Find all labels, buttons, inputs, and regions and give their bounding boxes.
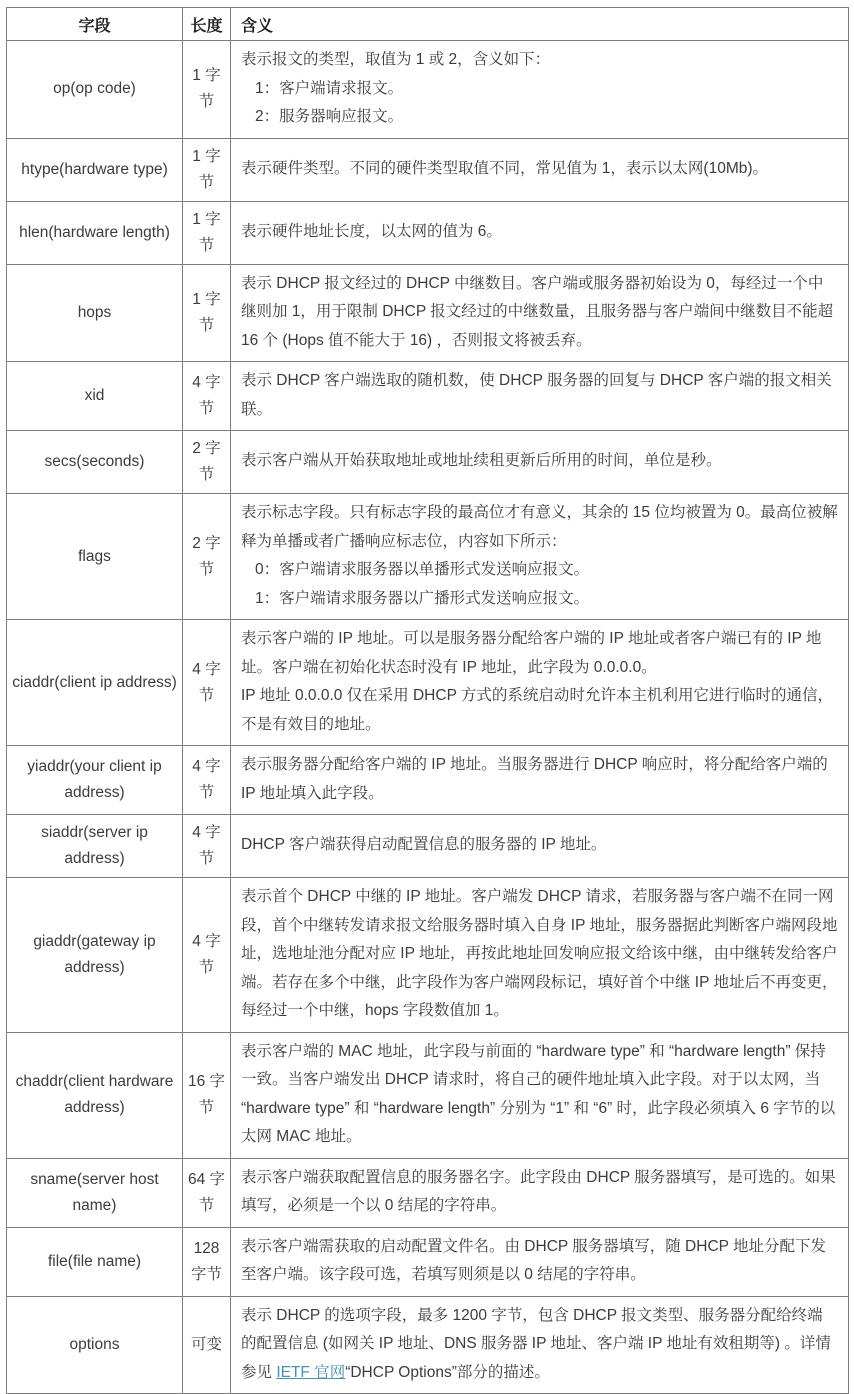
field-name-cell: options (7, 1296, 183, 1394)
meaning-line: 表示客户端的 IP 地址。可以是服务器分配给客户端的 IP 地址或者客户端已有的 IP 地址。客户端在初始化状态时没有 IP 地址，此字段为 0.0.0.0。 (241, 630, 822, 676)
field-meaning-cell (231, 746, 849, 815)
meaning-line: 表示服务器分配给客户端的 IP 地址。当服务器进行 DHCP 响应时，将分配给客户端的 IP 地址填入此字段。 (241, 756, 828, 802)
field-meaning-cell (231, 138, 849, 201)
meaning-line: 0：客户端请求服务器以单播形式发送响应报文。 (255, 561, 590, 578)
meaning-line: 1：客户端请求服务器以广播形式发送响应报文。 (255, 589, 590, 607)
field-length-cell: 128 字节 (183, 1227, 231, 1296)
field-name-cell: file(file name) (7, 1227, 183, 1296)
field-name-cell: hops (7, 264, 183, 362)
ietf-website-link[interactable]: IETF 官网 (276, 1363, 346, 1381)
field-meaning-cell (231, 201, 849, 264)
field-length-cell: 1 字节 (183, 201, 231, 264)
field-meaning-cell (231, 620, 849, 746)
table-row (7, 620, 849, 746)
field-name-cell: ciaddr(client ip address) (7, 620, 183, 746)
table-row (7, 1032, 849, 1158)
table-row (7, 494, 849, 620)
meaning-line: 表示硬件类型。不同的硬件类型取值不同，常见值为 1，表示以太网(10Mb)。 (241, 159, 769, 177)
field-length-cell: 2 字节 (183, 494, 231, 620)
meaning-line: 表示客户端从开始获取地址或地址续租更新后所用的时间，单位是秒。 (241, 452, 722, 470)
meaning-line: 表示客户端需获取的启动配置文件名。由 DHCP 服务器填写，随 DHCP 地址分配下发至客户端。该字段可选，若填写则须是以 0 结尾的字符串。 (241, 1237, 827, 1283)
field-name-cell: xid (7, 362, 183, 431)
table-row (7, 138, 849, 201)
meaning-line: 表示标志字段。只有标志字段的最高位才有意义，其余的 15 位均被置为 0。最高位被解释为单播或者广播响应标志位，内容如下所示： (241, 504, 838, 550)
table-row (7, 201, 849, 264)
field-length-cell: 2 字节 (183, 431, 231, 494)
field-length-cell: 4 字节 (183, 746, 231, 815)
table-row (7, 1158, 849, 1227)
meaning-line: 表示客户端的 MAC 地址，此字段与前面的 “hardware type” 和 “hardware length” 保持一致。当客户端发出 DHCP 请求时，将自己的硬件地址填入此字段。对于以太网，当 “hardware type” 和 “hardware length” 分别为 “1” 和 “6” 时，此字段必须填入 6 字节的以太网 MAC 地址。 (241, 1042, 836, 1145)
field-name-cell: chaddr(client hardware address) (7, 1032, 183, 1158)
table-row (7, 264, 849, 362)
table-body (7, 41, 849, 1394)
field-name-cell: sname(server host name) (7, 1158, 183, 1227)
field-meaning-cell (231, 1296, 849, 1394)
header-meaning: 含义 (231, 8, 849, 41)
field-length-cell: 16 字节 (183, 1032, 231, 1158)
table-row (7, 1227, 849, 1296)
field-meaning-cell (231, 815, 849, 878)
meaning-line: 2：服务器响应报文。 (255, 108, 404, 125)
field-meaning-cell (231, 1158, 849, 1227)
dhcp-fields-table (6, 7, 849, 1394)
field-length-cell: 可变 (183, 1296, 231, 1394)
field-length-cell: 1 字节 (183, 41, 231, 139)
meaning-line: 表示客户端获取配置信息的服务器名字。此字段由 DHCP 服务器填写，是可选的。如果填写，必须是一个以 0 结尾的字符串。 (241, 1168, 836, 1214)
meaning-line: 1：客户端请求报文。 (255, 79, 404, 97)
field-meaning-cell (231, 1032, 849, 1158)
meaning-line: 表示 DHCP 客户端选取的随机数，使 DHCP 服务器的回复与 DHCP 客户端的报文相关联。 (241, 372, 832, 418)
meaning-line: 表示 DHCP 的选项字段，最多 1200 字节，包含 DHCP 报文类型、服务器分配给终端的配置信息 (如网关 IP 地址、DNS 服务器 IP 地址、客户端 IP 地址有效租期等) 。详情参见 IETF 官网“DHCP Options”部分的描述。 (241, 1306, 831, 1381)
table-row (7, 815, 849, 878)
table-row (7, 362, 849, 431)
field-meaning-cell (231, 1227, 849, 1296)
table-row (7, 1296, 849, 1394)
header-field: 字段 (7, 8, 183, 41)
field-length-cell: 4 字节 (183, 620, 231, 746)
meaning-line: 表示硬件地址长度，以太网的值为 6。 (241, 222, 502, 240)
meaning-line: 表示首个 DHCP 中继的 IP 地址。客户端发 DHCP 请求，若服务器与客户端不在同一网段，首个中继转发请求报文给服务器时填入自身 IP 地址，服务器据此判断客户端网段地址，选地址池分配对应 IP 地址，再按此地址回发响应报文给该中继，由中继转发给客户端。若存在多个中继，此字段作为客户端网段标记，填好首个中继 IP 地址后不再变更，每经过一个中继，hops 字段数值加 1。 (241, 888, 838, 1019)
field-name-cell: siaddr(server ip address) (7, 815, 183, 878)
meaning-line: 表示 DHCP 报文经过的 DHCP 中继数目。客户端或服务器初始设为 0，每经过一个中继则加 1，用于限制 DHCP 报文经过的中继数量，且服务器与客户端间中继数目不能超 16 个 (Hops 值不能大于 16) ，否则报文将被丢弃。 (241, 274, 834, 349)
field-length-cell: 4 字节 (183, 815, 231, 878)
field-meaning-cell (231, 41, 849, 139)
meaning-line: 表示报文的类型，取值为 1 或 2，含义如下： (241, 51, 551, 68)
header-length: 长度 (183, 8, 231, 41)
field-length-cell: 1 字节 (183, 138, 231, 201)
field-name-cell: flags (7, 494, 183, 620)
field-length-cell: 4 字节 (183, 362, 231, 431)
table-row (7, 41, 849, 139)
field-meaning-cell (231, 264, 849, 362)
field-name-cell: op(op code) (7, 41, 183, 139)
field-meaning-cell (231, 878, 849, 1033)
field-length-cell: 1 字节 (183, 264, 231, 362)
field-name-cell: htype(hardware type) (7, 138, 183, 201)
table-row (7, 431, 849, 494)
field-length-cell: 64 字节 (183, 1158, 231, 1227)
table-row (7, 746, 849, 815)
meaning-line: DHCP 客户端获得启动配置信息的服务器的 IP 地址。 (241, 836, 607, 854)
field-name-cell: yiaddr(your client ip address) (7, 746, 183, 815)
field-name-cell: giaddr(gateway ip address) (7, 878, 183, 1033)
table-header (7, 8, 849, 41)
field-name-cell: secs(seconds) (7, 431, 183, 494)
field-name-cell: hlen(hardware length) (7, 201, 183, 264)
meaning-line: IP 地址 0.0.0.0 仅在采用 DHCP 方式的系统启动时允许本主机利用它进行临时的通信，不是有效目的地址。 (241, 687, 833, 733)
table-row (7, 878, 849, 1033)
header-row (7, 8, 849, 41)
field-length-cell: 4 字节 (183, 878, 231, 1033)
field-meaning-cell (231, 431, 849, 494)
field-meaning-cell (231, 362, 849, 431)
field-meaning-cell (231, 494, 849, 620)
